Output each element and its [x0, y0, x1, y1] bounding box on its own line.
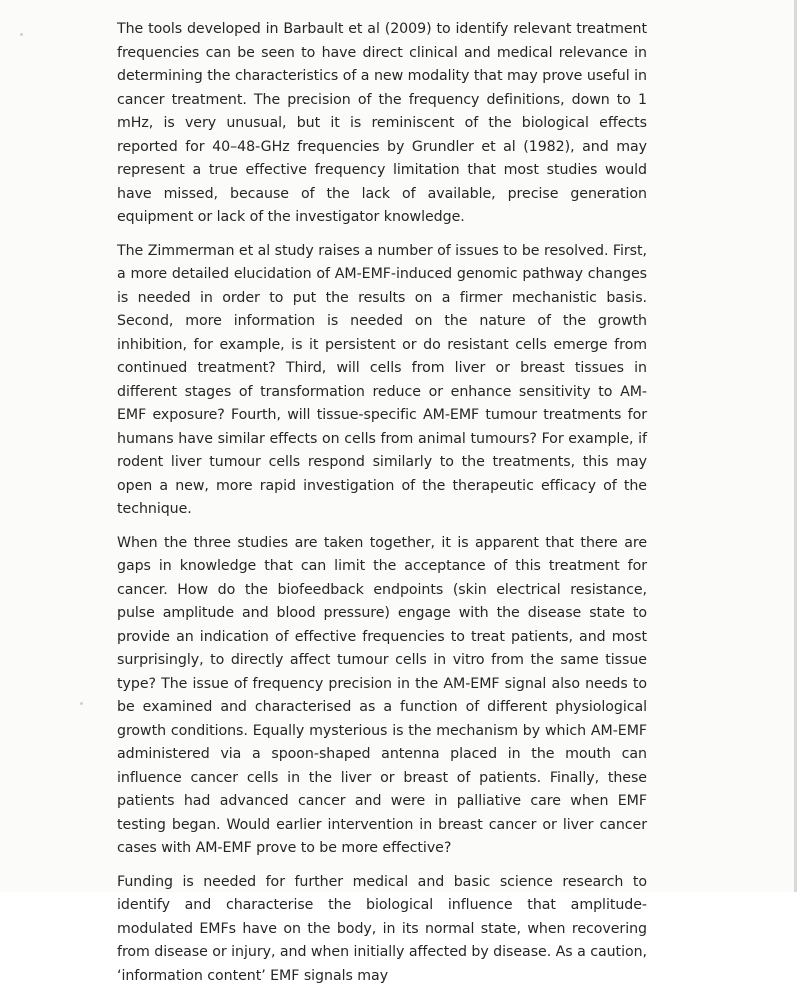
paragraph-3: When the three studies are taken together, it is apparent that there are gaps in knowledge that can limit the acceptance of this treatment for cancer. How do the biofeedback endpoints (skin electrical resistance, pulse amplitude and blood pressure) engage with the disease state to provide an indication of effective frequencies to treat patients, and most surprisingly, to directly affect tumour cells in vitro from the same tissue type? The issue of frequency precision in the AM-EMF signal also needs to be examined and characterised as a function of different physiological growth conditions. Equally mysterious is the mechanism by which AM-EMF administered via a spoon-shaped antenna placed in the mouth can influence cancer cells in the liver or breast of patients. Finally, these patients had advanced cancer and were in palliative care when EMF testing began. Would earlier intervention in breast cancer or liver cancer cases with AM-EMF prove to be more effective?: [117, 534, 647, 856]
paragraph-1: The tools developed in Barbault et al (2009) to identify relevant treatment frequencies can be seen to have direct clinical and medical relevance in determining the characteristics of a new modality that may prove useful in cancer treatment. The precision of the frequency definitions, down to 1 mHz, is very unusual, but it is reminiscent of the biological effects reported for 40–48-GHz frequencies by Grundler et al (1982), and may represent a true effective frequency limitation that most studies would have missed, because of the lack of available, precise generation equipment or lack of the investigator knowledge.: [117, 21, 647, 225]
scan-speck: [80, 702, 83, 705]
document-body: [117, 18, 647, 998]
paragraph-4: Funding is needed for further medical and basic science research to identify and characterise the biological influence that amplitude-modulated EMFs have on the body, in its normal state, when recovering from disease or injury, and when initially affected by disease. As a caution, ‘information content’ EMF signals may: [117, 873, 647, 984]
paragraph-2: The Zimmerman et al study raises a number of issues to be resolved. First, a more detailed elucidation of AM-EMF-induced genomic pathway changes is needed in order to put the results on a firmer mechanistic basis. Second, more information is needed on the nature of the growth inhibition, for example, is it persistent or do resistant cells emerge from continued treatment? Third, will cells from liver or breast tissues in different stages of transformation reduce or enhance sensitivity to AM-EMF exposure? Fourth, will tissue-specific AM-EMF tumour treatments for humans have similar effects on cells from animal tumours? For example, if rodent liver tumour cells respond similarly to the treatments, this may open a new, more rapid investigation of the therapeutic efficacy of the technique.: [117, 242, 647, 517]
scan-speck: [20, 33, 23, 36]
